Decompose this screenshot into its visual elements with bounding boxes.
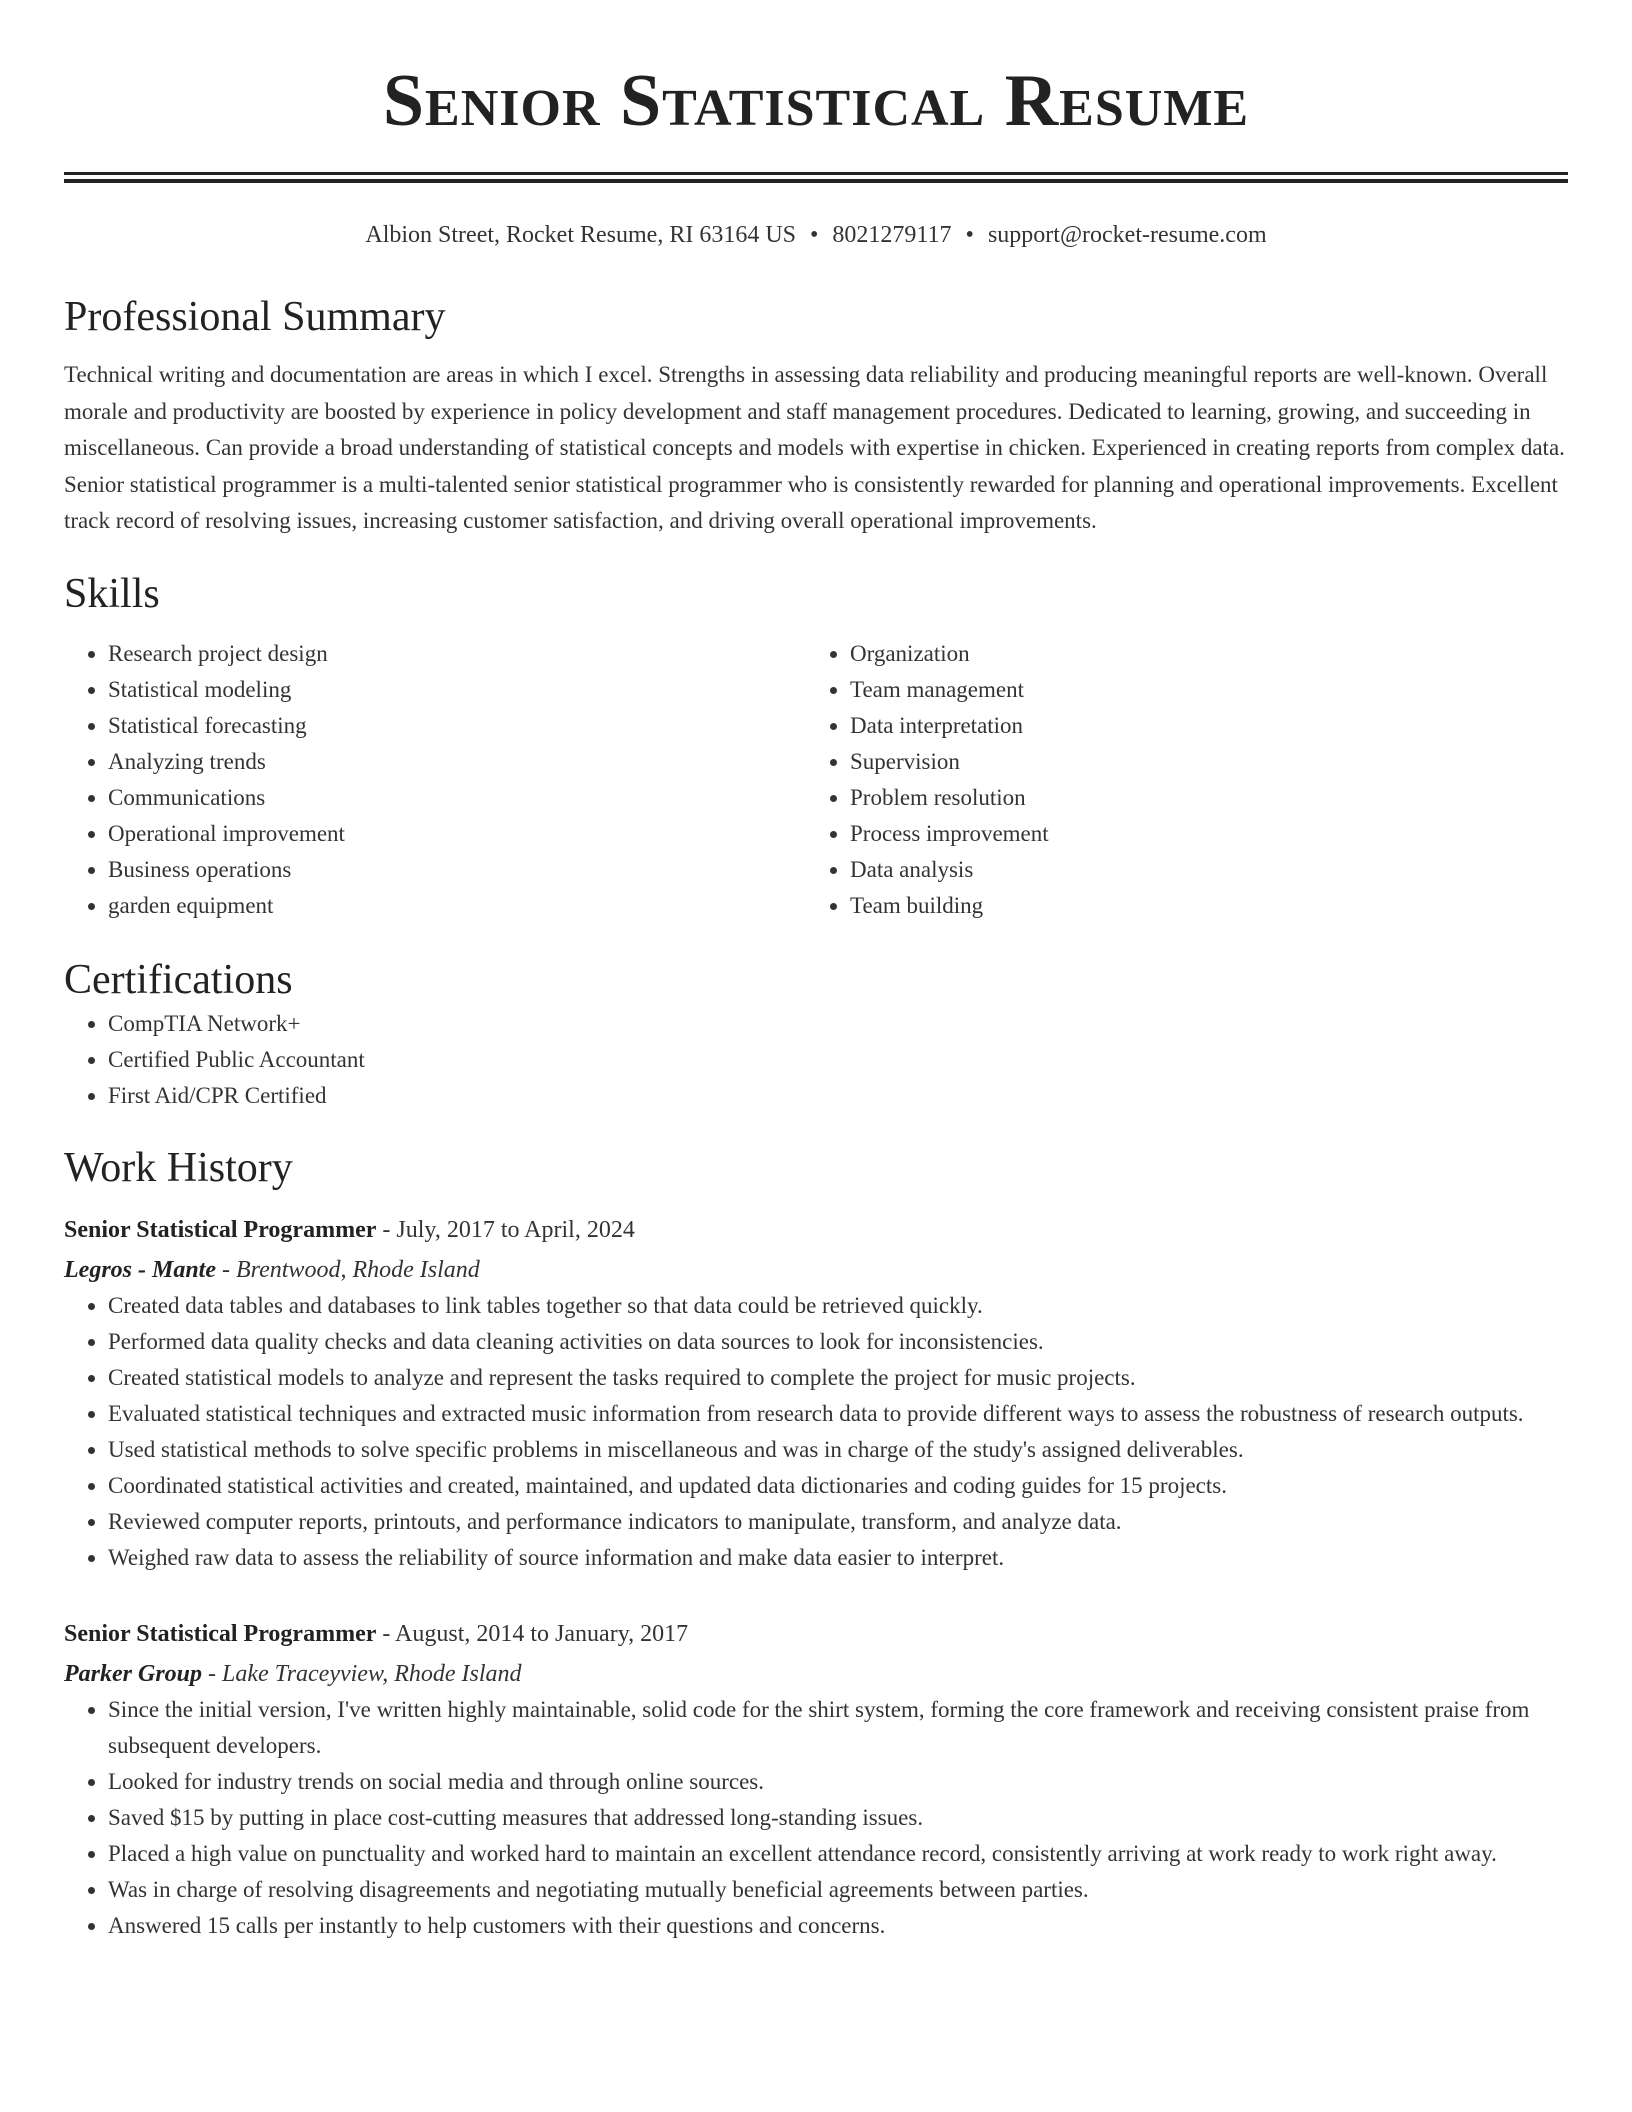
skill-item: • Analyzing trends <box>108 744 806 780</box>
skill-item: • garden equipment <box>108 888 806 924</box>
skills-left-column <box>64 636 806 924</box>
job-duty: • Coordinated statistical activities and created, maintained, and updated data dictionaries and coding guides for 15 projects. <box>108 1468 1568 1504</box>
skill-item: • Communications <box>108 780 806 816</box>
skill-item: • Data analysis <box>850 852 1548 888</box>
certification-item: • First Aid/CPR Certified <box>108 1078 1568 1114</box>
job-company-line: Legros - Mante - Brentwood, Rhode Island <box>64 1256 480 1283</box>
job-company-line: Parker Group - Lake Traceyview, Rhode Island <box>64 1660 522 1687</box>
work-history-heading: Work History <box>64 1144 293 1191</box>
job-duty: • Used statistical methods to solve specific problems in miscellaneous and was in charge of the study's assigned deliverables. <box>108 1432 1568 1468</box>
job-dates: August, 2014 to January, 2017 <box>395 1620 689 1647</box>
skill-item: • Operational improvement <box>108 816 806 852</box>
skill-item: • Statistical forecasting <box>108 708 806 744</box>
email: support@rocket-resume.com <box>987 222 1267 248</box>
job-duty: • Evaluated statistical techniques and extracted music information from research data to provide different ways to assess the robustness of research outputs. <box>108 1396 1568 1432</box>
summary-heading: Professional Summary <box>64 294 446 340</box>
skill-item: • Business operations <box>108 852 806 888</box>
skill-item: • Data interpretation <box>850 708 1548 744</box>
job-entry <box>64 1616 1568 1944</box>
skill-item: • Research project design <box>108 636 806 672</box>
job-duties-list <box>64 1288 1568 1576</box>
job-title: Senior Statistical Programmer <box>64 1620 377 1647</box>
job-title: Senior Statistical Programmer <box>64 1216 377 1243</box>
contact-separator: • <box>810 222 819 248</box>
job-company: Legros - Mante <box>64 1256 216 1283</box>
job-dates: July, 2017 to April, 2024 <box>396 1216 635 1243</box>
job-duty: • Weighed raw data to assess the reliability of source information and make data easier to interpret. <box>108 1540 1568 1576</box>
job-location: Lake Traceyview, Rhode Island <box>222 1660 522 1687</box>
certifications-list <box>64 1006 1568 1114</box>
title-divider <box>64 172 1568 183</box>
skill-item: • Team building <box>850 888 1548 924</box>
phone: 8021279117 <box>832 222 952 248</box>
skill-item: • Statistical modeling <box>108 672 806 708</box>
job-duty: • Created data tables and databases to link tables together so that data could be retrieved quickly. <box>108 1288 1568 1324</box>
skill-item: • Organization <box>850 636 1548 672</box>
skill-item: • Process improvement <box>850 816 1548 852</box>
job-location: Brentwood, Rhode Island <box>236 1256 480 1283</box>
skill-item: • Supervision <box>850 744 1548 780</box>
job-duty: • Looked for industry trends on social media and through online sources. <box>108 1764 1568 1800</box>
job-duty: • Saved $15 by putting in place cost-cutting measures that addressed long-standing issues. <box>108 1800 1568 1836</box>
certifications-heading: Certifications <box>64 956 293 1003</box>
skills-list <box>64 636 1568 924</box>
certification-item: • Certified Public Accountant <box>108 1042 1568 1078</box>
certification-item: • CompTIA Network+ <box>108 1006 1568 1042</box>
job-entry <box>64 1212 1568 1576</box>
job-duty: • Since the initial version, I've written highly maintainable, solid code for the shirt system, forming the core framework and receiving consistent praise from subsequent developers. <box>108 1692 1568 1764</box>
skills-heading: Skills <box>64 570 160 617</box>
contact-separator: • <box>965 222 974 248</box>
skills-right-column <box>806 636 1548 924</box>
address: Albion Street, Rocket Resume, RI 63164 US <box>365 222 797 248</box>
skill-item: • Problem resolution <box>850 780 1548 816</box>
job-duty: • Created statistical models to analyze and represent the tasks required to complete the project for music projects. <box>108 1360 1568 1396</box>
job-title-line: Senior Statistical Programmer - August, 2014 to January, 2017 <box>64 1620 689 1647</box>
summary-text: Technical writing and documentation are areas in which I excel. Strengths in assessing data reliability and producing meaningful reports are well-known. Overall morale and productivity are boosted by experience in policy development and staff management procedures. Dedicated to learning, growing, and succeeding in miscellaneous. Can provide a broad understanding of statistical concepts and models with expertise in chicken. Experienced in creating reports from complex data. Senior statistical programmer is a multi-talented senior statistical programmer who is consistently rewarded for planning and operational improvements. Excellent track record of resolving issues, increasing customer satisfaction, and driving overall operational improvements. <box>64 362 1565 533</box>
contact-line <box>64 219 1568 251</box>
job-duty: • Was in charge of resolving disagreements and negotiating mutually beneficial agreements between parties. <box>108 1872 1568 1908</box>
job-title-line: Senior Statistical Programmer - July, 2017 to April, 2024 <box>64 1216 635 1243</box>
job-duty: • Performed data quality checks and data cleaning activities on data sources to look for inconsistencies. <box>108 1324 1568 1360</box>
job-duty: • Answered 15 calls per instantly to help customers with their questions and concerns. <box>108 1908 1568 1944</box>
resume-title: Senior Statistical Resume <box>382 60 1250 142</box>
job-duty: • Reviewed computer reports, printouts, and performance indicators to manipulate, transform, and analyze data. <box>108 1504 1568 1540</box>
job-company: Parker Group <box>64 1660 203 1687</box>
job-duty: • Placed a high value on punctuality and worked hard to maintain an excellent attendance record, consistently arriving at work ready to work right away. <box>108 1836 1568 1872</box>
job-duties-list <box>64 1692 1568 1944</box>
skill-item: • Team management <box>850 672 1548 708</box>
